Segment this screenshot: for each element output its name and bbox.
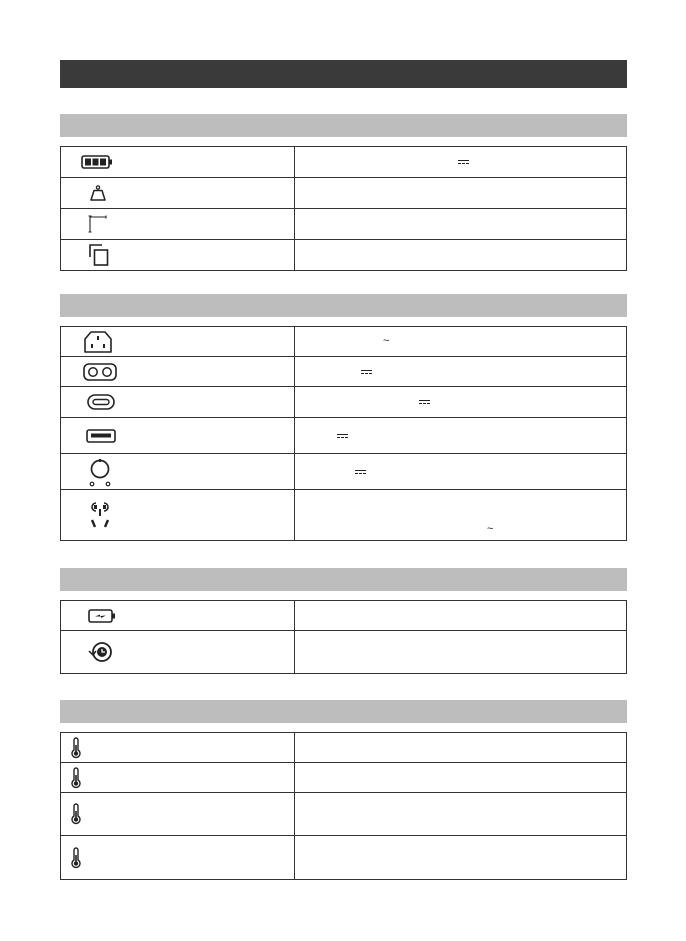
thermometer-icon	[71, 803, 81, 825]
spec-row	[61, 454, 627, 490]
spec-row	[61, 240, 627, 271]
section-heading-output	[60, 294, 627, 317]
thermometer-icon	[71, 737, 81, 759]
spec-table-general	[60, 146, 627, 271]
spec-table-output	[60, 326, 627, 541]
page-title	[60, 60, 627, 88]
dc-symbol-icon	[458, 159, 469, 165]
spec-row	[61, 178, 627, 209]
dc-symbol-icon	[337, 433, 348, 439]
spec-row	[61, 836, 627, 880]
spec-row	[61, 357, 627, 387]
spec-row	[61, 147, 627, 178]
ac-symbol-icon: ~	[487, 522, 494, 535]
spec-row	[61, 209, 627, 240]
ac-outlet-icon	[83, 330, 113, 354]
spec-row	[61, 387, 627, 418]
copy-icon	[89, 244, 109, 266]
usb-c-port-icon	[87, 394, 115, 410]
spec-row	[61, 733, 627, 763]
weight-icon	[89, 185, 107, 201]
spec-table-temperature	[60, 732, 627, 880]
spec-row	[61, 763, 627, 793]
dimensions-icon	[88, 214, 108, 234]
dc-symbol-icon	[355, 469, 366, 475]
dc5521-port-icon	[83, 363, 117, 381]
spec-row	[61, 631, 627, 674]
charging-battery-icon	[88, 609, 116, 623]
section-heading-general	[60, 114, 627, 137]
spec-row	[61, 418, 627, 454]
car-outlet-icon	[88, 457, 112, 487]
ac-input-icon	[89, 500, 111, 530]
cycle-life-icon	[88, 640, 114, 664]
usb-a-port-icon	[86, 429, 116, 443]
dc-symbol-icon	[361, 369, 372, 375]
spec-row	[61, 490, 627, 541]
spec-row	[61, 793, 627, 836]
thermometer-icon	[71, 847, 81, 869]
spec-table-charging	[60, 600, 627, 674]
section-heading-charging	[60, 568, 627, 591]
thermometer-icon	[71, 767, 81, 789]
battery-icon	[81, 155, 113, 169]
ac-symbol-icon: ~	[383, 335, 390, 348]
section-heading-temperature	[60, 700, 627, 723]
spec-row	[61, 327, 627, 357]
spec-row	[61, 601, 627, 631]
dc-symbol-icon	[419, 399, 430, 405]
